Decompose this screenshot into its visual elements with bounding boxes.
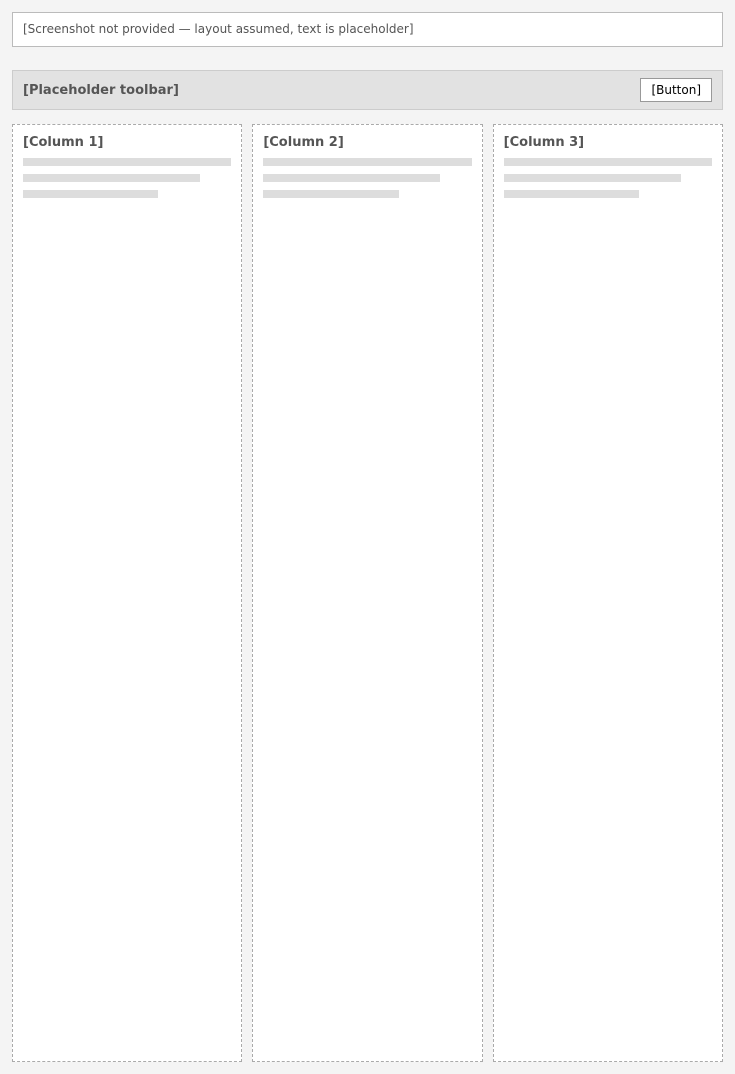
text-placeholder	[504, 190, 639, 198]
text-placeholder	[23, 174, 200, 182]
text-placeholder	[263, 190, 398, 198]
content-column	[493, 124, 723, 1062]
column-title: [Column 1]	[23, 135, 104, 150]
toolbar-button[interactable]: [Button]	[640, 78, 712, 102]
toolbar-label: [Placeholder toolbar]	[23, 82, 179, 98]
text-placeholder	[23, 158, 231, 166]
content-column	[12, 124, 242, 1062]
notice-text: [Screenshot not provided — layout assumed, text is placeholder]	[23, 22, 414, 36]
text-placeholder	[23, 190, 158, 198]
toolbar	[12, 70, 723, 110]
content-grid	[12, 124, 723, 1062]
text-placeholder	[504, 158, 712, 166]
content-column	[252, 124, 482, 1062]
text-placeholder	[263, 158, 471, 166]
text-placeholder	[263, 174, 440, 182]
placeholder-notice	[12, 12, 723, 47]
column-title: [Column 3]	[503, 135, 585, 150]
column-title: [Column 2]	[263, 135, 344, 150]
text-placeholder	[504, 174, 681, 182]
